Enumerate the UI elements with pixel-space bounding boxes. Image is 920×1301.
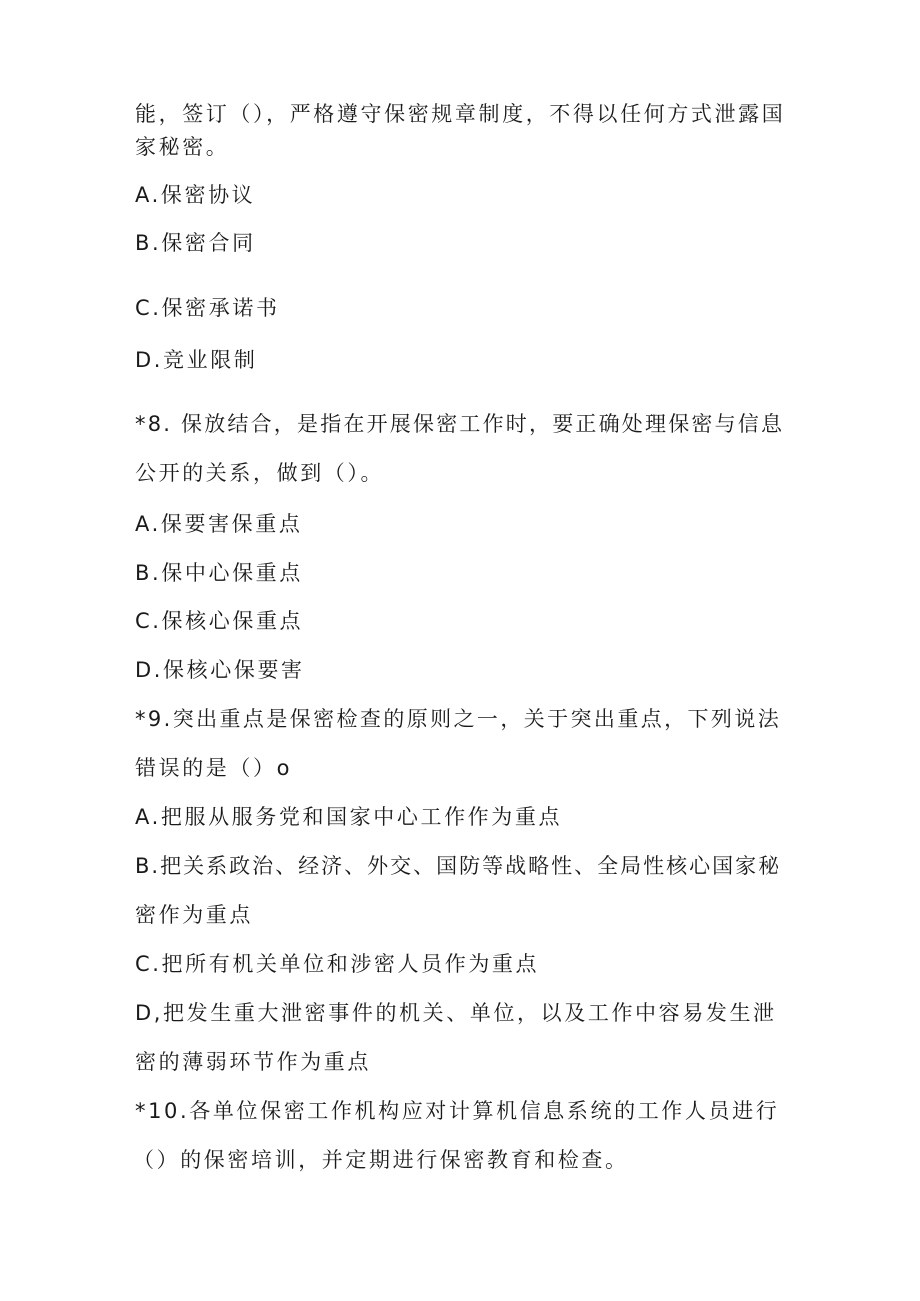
q8-option-c: C.保核心保重点 (135, 609, 304, 633)
q7-option-c: C.保密承诺书 (135, 296, 280, 320)
q7-option-a: A.保密协议 (135, 183, 256, 207)
q8-option-d: D.保核心保要害 (135, 658, 305, 682)
q9-option-a: A.把服从服务党和国家中心工作作为重点 (135, 805, 563, 829)
q8-stem-line-2: 公开的关系，做到（）。 (135, 461, 385, 485)
q9-option-b-line-2: 密作为重点 (135, 903, 253, 927)
q9-option-d-line-2: 密的薄弱环节作为重点 (135, 1050, 371, 1074)
q9-option-c: C.把所有机关单位和涉密人员作为重点 (135, 952, 540, 976)
q7-stem-line-1: 能，签订（），严格遵守保密规章制度，不得以任何方式泄露国 (135, 102, 786, 126)
q9-stem-line-1: *9.突出重点是保密检查的原则之一，关于突出重点，下列说法 (135, 707, 782, 731)
q8-option-b: B.保中心保重点 (135, 561, 303, 585)
q7-option-d: D.竞业限制 (135, 348, 258, 372)
q10-stem-line-2: （）的保密培训，并定期进行保密教育和检查。 (133, 1148, 629, 1172)
q9-stem-line-2: 错误的是（）o (135, 756, 293, 780)
q10-stem-line-1: *10.各单位保密工作机构应对计算机信息系统的工作人员进行 (135, 1099, 780, 1123)
q9-option-b-line-1: B.把关系政治、经济、外交、国防等战略性、全局性核心国家秘 (135, 854, 782, 878)
q7-stem-line-2: 家秘密。 (135, 135, 230, 159)
q7-option-b: B.保密合同 (135, 231, 256, 255)
q8-option-a: A.保要害保重点 (135, 512, 303, 536)
q9-option-d-line-1: D,把发生重大泄密事件的机关、单位，以及工作中容易发生泄 (135, 1001, 777, 1025)
q8-stem-line-1: *8. 保放结合，是指在开展保密工作时，要正确处理保密与信息 (135, 412, 785, 436)
